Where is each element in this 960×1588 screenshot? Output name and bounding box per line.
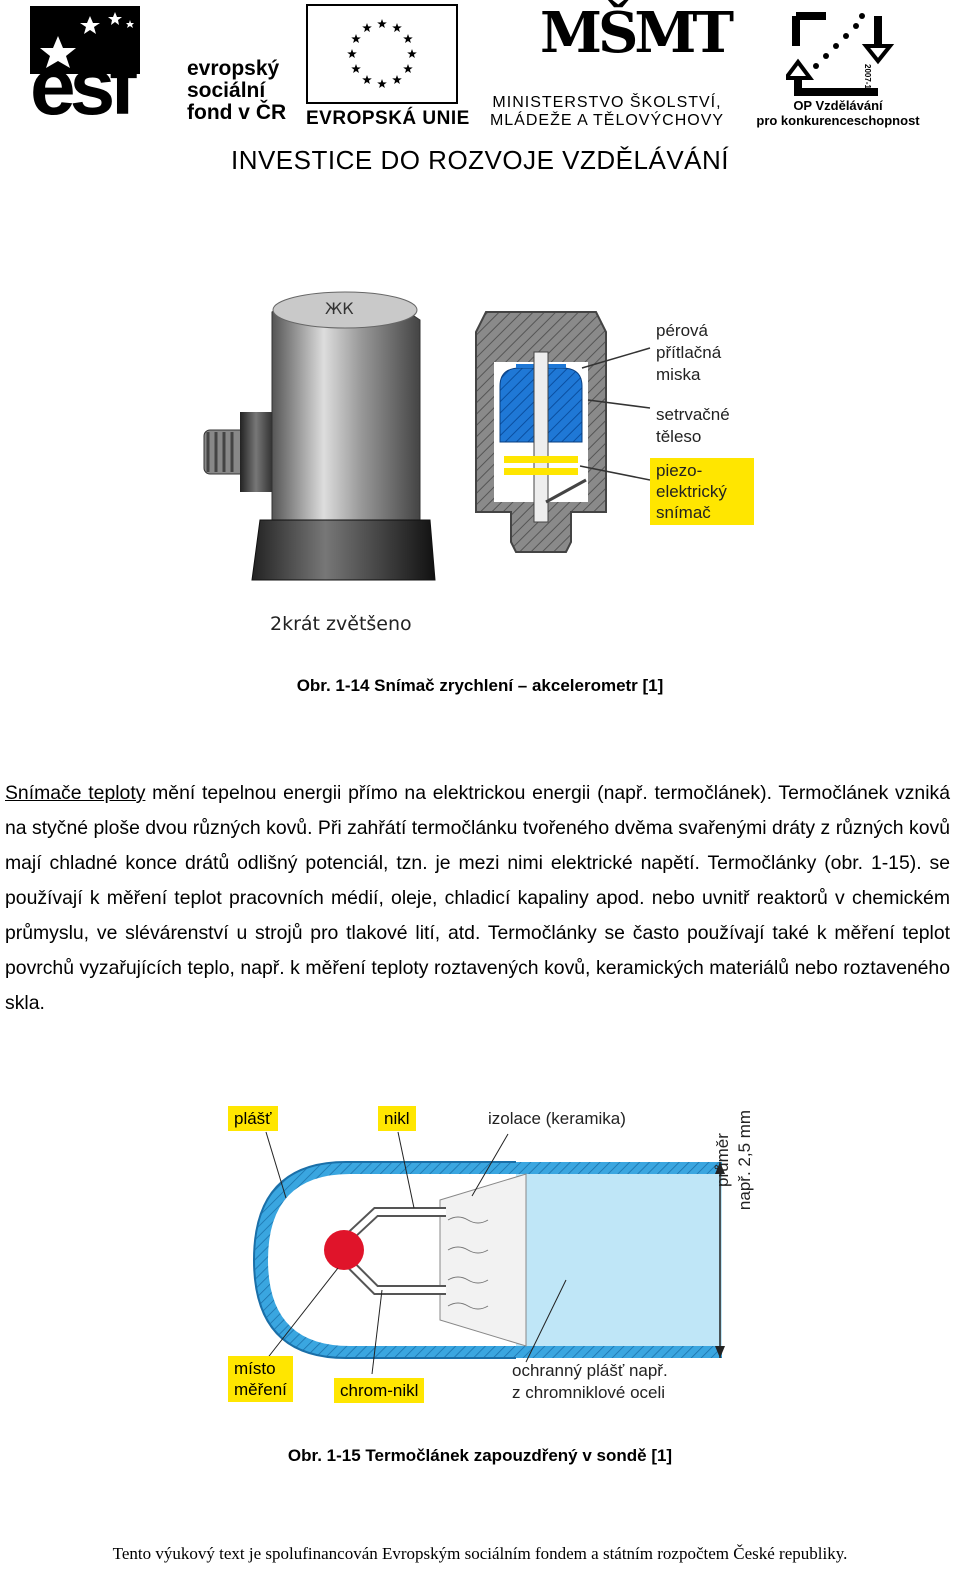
thermocouple-illustration: [226, 1100, 746, 1410]
esf-logo-text: evropský sociální fond v ČR: [187, 57, 287, 124]
eu-star-icon: [347, 49, 357, 58]
op-logo-text: OP Vzdělávání pro konkurenceschopnost: [756, 98, 920, 128]
figure1-caption: Obr. 1-14 Snímač zrychlení – akcelerometr [1]: [296, 676, 664, 695]
figure-accelerometer: [190, 280, 780, 640]
paragraph-text: mění tepelnou energii přímo na elektrickou energii (např. termočlánek). Termočlánek vzniká na styčné ploše dvou různých kovů. Při zahřátí termočlánku tvořeného dvěma svařenými dráty z různých kovů mají chladné konce drátů odlišný potenciál, tzn. je mezi nimi elektrické napětí. Termočlánky (obr. 1-15). se používají k měření teplot pracovních médií, oleje, chladicí kapaliny apod. nebo uvnitř reaktorů v chemickém průmyslu, ve slévárenství u strojů pro tlakové lití, atd. Termočlánky se často používají také k měření teplot povrchů vyzařujících teplo, např. k měření teploty roztavených kovů, keramických materiálů nebo roztaveného skla.: [5, 782, 951, 1014]
msmt-logo-text: MINISTERSTVO ŠKOLSTVÍ, MLÁDEŽE A TĚLOVÝCHOVY: [489, 94, 725, 129]
body-paragraph: [5, 776, 950, 1021]
header-logos: [0, 0, 960, 190]
label-prumer: průměr např. 2,5 mm: [713, 1109, 754, 1211]
op-years: 2007-13: [863, 64, 872, 94]
eu-star-icon: [392, 75, 402, 84]
eu-star-icon: [351, 34, 361, 43]
label-ochranny-plast: ochranný plášť např. z chromniklové oceli: [512, 1361, 668, 1402]
eu-star-icon: [377, 79, 387, 88]
eu-label: EVROPSKÁ UNIE: [306, 108, 470, 129]
eu-star-icon: [362, 75, 372, 84]
eu-star-icon: [407, 49, 417, 58]
svg-text:ЖК: ЖК: [325, 299, 354, 318]
accelerometer-photo: [204, 292, 435, 580]
label-izolace: izolace (keramika): [488, 1109, 626, 1128]
esf-logo-letters: esf: [30, 41, 131, 132]
eu-star-icon: [392, 23, 402, 32]
label-piezo-snimac: piezo- elektrický snímač: [650, 458, 754, 525]
label-perova-miska: pérová přítlačná miska: [656, 321, 722, 384]
label-plast: plášť: [228, 1106, 278, 1131]
op-arrows-icon: [786, 6, 896, 96]
label-chrom-nikl: chrom-nikl: [334, 1378, 424, 1403]
eu-star-icon: [362, 23, 372, 32]
footer-note: Tento výukový text je spolufinancován Evropským sociálním fondem a státním rozpočtem České republiky.: [112, 1544, 848, 1563]
figure2-caption: Obr. 1-15 Termočlánek zapouzdřený v sondě [1]: [287, 1446, 673, 1465]
label-setrvacne-teleso: setrvačné těleso: [656, 405, 730, 446]
msmt-logo-mark: MŠMT: [540, 0, 731, 66]
figure-thermocouple: [226, 1100, 754, 1410]
eu-star-icon: [377, 19, 387, 28]
eu-stars-icon: [308, 6, 456, 102]
op-logo-graphic: [786, 6, 896, 96]
eu-star-icon: [403, 64, 413, 73]
label-misto-mereni: místo měření: [228, 1356, 293, 1402]
eu-star-icon: [403, 34, 413, 43]
label-nikl: nikl: [378, 1106, 416, 1131]
lead-term: Snímače teploty: [5, 782, 146, 804]
eu-star-icon: [351, 64, 361, 73]
scale-label: 2krát zvětšeno: [270, 613, 412, 635]
accelerometer-cross-section: [476, 312, 606, 552]
investice-banner: INVESTICE DO ROZVOJE VZDĚLÁVÁNÍ: [230, 145, 730, 175]
eu-flag-logo: [306, 4, 458, 104]
